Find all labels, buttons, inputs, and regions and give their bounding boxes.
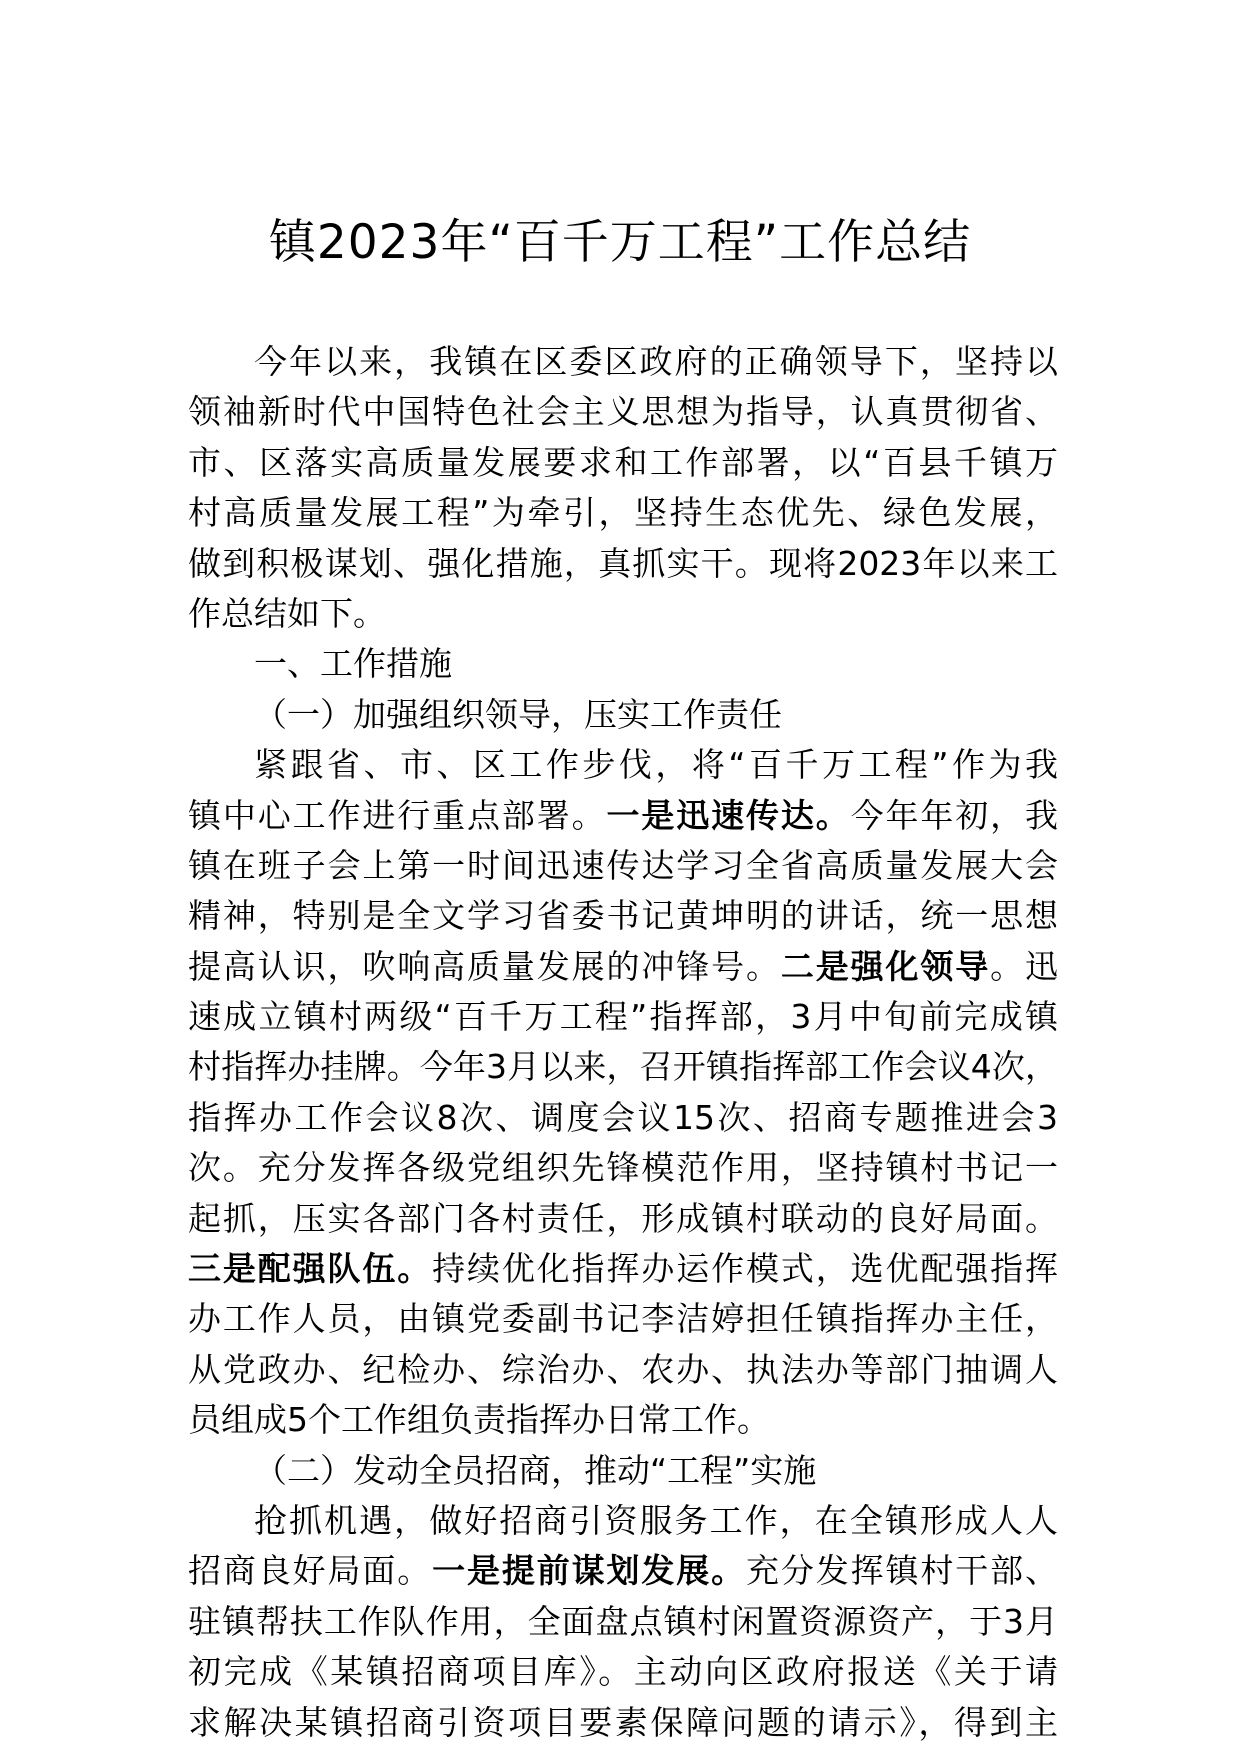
text-run: 驻镇帮扶工作队作用，全面盘点镇村闲置资源资产，于3月 (188, 1601, 1058, 1641)
text-run: 起抓，压实各部门各村责任，形成镇村联动的良好局面。 (188, 1198, 1058, 1238)
text-run: 持续优化指挥办运作模式，选优配强指挥 (432, 1249, 1058, 1289)
text-line (188, 690, 1058, 740)
text-line (188, 438, 1058, 488)
text-line (188, 539, 1058, 589)
text-line (188, 387, 1058, 437)
text-line (188, 1143, 1058, 1193)
text-run: 精神，特别是全文学习省委书记黄坤明的讲话，统一思想 (188, 896, 1058, 936)
text-line (188, 1093, 1058, 1143)
text-run: 作总结如下。 (188, 593, 386, 633)
text-run: 员组成5个工作组负责指挥办日常工作。 (188, 1400, 770, 1440)
document-body (188, 337, 1058, 1748)
text-line (188, 337, 1058, 387)
text-run: 次。充分发挥各级党组织先锋模范作用，坚持镇村书记一 (188, 1148, 1058, 1188)
text-line (188, 639, 1058, 689)
text-run: 充分发挥镇村干部、 (746, 1551, 1058, 1591)
text-run: 村指挥办挂牌。今年3月以来，召开镇指挥部工作会议4次， (188, 1047, 1058, 1087)
text-run: 提高认识，吹响高质量发展的冲锋号。 (188, 946, 781, 986)
bold-phrase: 一是迅速传达。 (606, 795, 851, 835)
text-run: 初完成《某镇招商项目库》。主动向区政府报送《关于请 (188, 1652, 1058, 1692)
bold-phrase: 二是强化领导 (780, 946, 991, 986)
text-line (188, 1647, 1058, 1697)
text-line (188, 740, 1058, 790)
text-line (188, 791, 1058, 841)
text-run: 镇中心工作进行重点部署。 (188, 795, 607, 835)
text-run: 领袖新时代中国特色社会主义思想为指导，认真贯彻省、 (188, 392, 1058, 432)
text-run: 。迅 (990, 946, 1058, 986)
text-run: 求解决某镇招商引资项目要素保障问题的请示》，得到主 (188, 1702, 1058, 1742)
text-run: 镇在班子会上第一时间迅速传达学习全省高质量发展大会 (188, 845, 1058, 885)
text-line (188, 1698, 1058, 1748)
text-run: 今年年初，我 (850, 795, 1058, 835)
text-run: 办工作人员，由镇党委副书记李洁婷担任镇指挥办主任， (188, 1299, 1058, 1339)
text-line (188, 992, 1058, 1042)
text-run: 市、区落实高质量发展要求和工作部署，以“百县千镇万 (188, 442, 1058, 482)
text-line (188, 942, 1058, 992)
text-run: 从党政办、纪检办、综治办、农办、执法办等部门抽调人 (188, 1349, 1058, 1389)
text-line (188, 1042, 1058, 1092)
document-title: 镇2023年“百千万工程”工作总结 (268, 215, 972, 270)
text-line (188, 1496, 1058, 1546)
text-line (188, 891, 1058, 941)
text-run: 招商良好局面。 (188, 1551, 433, 1591)
text-run: 指挥办工作会议8次、调度会议15次、招商专题推进会3 (188, 1097, 1058, 1137)
text-run: 村高质量发展工程”为牵引，坚持生态优先、绿色发展， (188, 493, 1058, 533)
bold-phrase: 一是提前谋划发展。 (432, 1551, 746, 1591)
text-line (188, 1446, 1058, 1496)
text-line (188, 1244, 1058, 1294)
text-line (188, 1546, 1058, 1596)
bold-phrase: 三是配强队伍。 (188, 1249, 433, 1289)
text-run: 紧跟省、市、区工作步伐，将“百千万工程”作为我 (254, 745, 1058, 785)
text-run: 今年以来，我镇在区委区政府的正确领导下，坚持以 (254, 342, 1058, 381)
text-run: （二）发动全员招商，推动“工程”实施 (254, 1450, 817, 1490)
text-line (188, 488, 1058, 538)
text-run: 做到积极谋划、强化措施，真抓实干。现将2023年以来工 (188, 543, 1058, 583)
text-line (188, 1597, 1058, 1647)
text-line (188, 1194, 1058, 1244)
text-run: （一）加强组织领导，压实工作责任 (254, 694, 782, 734)
text-line (188, 841, 1058, 891)
text-line (188, 589, 1058, 639)
text-line (188, 1395, 1058, 1445)
text-run: 速成立镇村两级“百千万工程”指挥部，3月中旬前完成镇 (188, 997, 1058, 1037)
text-line (188, 1294, 1058, 1344)
text-run: 抢抓机遇，做好招商引资服务工作，在全镇形成人人 (254, 1500, 1058, 1540)
text-line (188, 1345, 1058, 1395)
text-run: 一、工作措施 (254, 644, 452, 684)
